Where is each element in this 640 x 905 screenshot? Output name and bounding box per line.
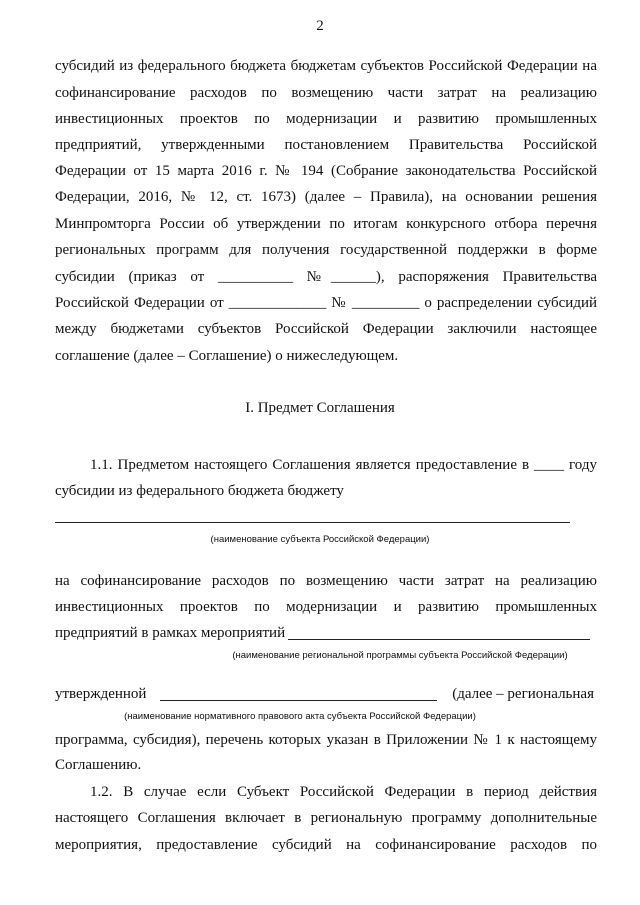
caption-subject: (наименование субъекта Российской Федерации) bbox=[210, 534, 430, 545]
clause-1-1-line: на софинансирование расходов по возмещению части затрат на реализацию bbox=[55, 573, 597, 589]
clause-1-2-line: 1.2. В случае если Субъект Российской Федерации в период действия bbox=[90, 784, 597, 800]
clause-1-1-line: предприятий в рамках мероприятий bbox=[55, 625, 286, 641]
text-line: соглашение (далее – Соглашение) о нижеследующем. bbox=[55, 348, 399, 364]
text-line: региональных программ для получения государственной поддержки в форме bbox=[55, 242, 597, 258]
caption-program: (наименование региональной программы субъекта Российской Федерации) bbox=[232, 650, 568, 661]
text-line: субсидий из федерального бюджета бюджетам субъектов Российской Федерации на bbox=[55, 58, 597, 74]
text-line: предприятий, утвержденными постановлением Правительства Российской bbox=[55, 137, 597, 153]
clause-1-2-line: мероприятия, предоставление субсидий на софинансирование расходов по bbox=[55, 837, 597, 853]
clause-1-1-line: инвестиционных проектов по модернизации и развитию промышленных bbox=[55, 599, 597, 615]
caption-act: (наименование нормативного правового акта субъекта Российской Федерации) bbox=[124, 711, 476, 722]
fill-in-line-program bbox=[288, 639, 590, 640]
text-line: Федерации от 15 марта 2016 г. № 194 (Собрание законодательства Российской bbox=[55, 163, 597, 179]
text-line: Федерации, 2016, № 12, ст. 1673) (далее – Правила), на основании решения bbox=[55, 189, 597, 205]
page-number: 2 bbox=[316, 18, 324, 34]
text-line: субсидии (приказ от __________ №______), распоряжения Правительства bbox=[55, 269, 597, 285]
section-title: I. Предмет Соглашения bbox=[245, 400, 395, 416]
clause-1-1-line: утвержденной bbox=[55, 686, 147, 702]
text-line: инвестиционных проектов по модернизации и развитию промышленных bbox=[55, 111, 597, 127]
clause-1-1-line: 1.1. Предметом настоящего Соглашения является предоставление в ____ году bbox=[90, 457, 597, 473]
text-line: Российской Федерации от _____________ № _________ о распределении субсидий bbox=[55, 295, 597, 311]
clause-1-2-line: настоящего Соглашения включает в региональную программу дополнительные bbox=[55, 810, 597, 826]
fill-in-line-subject bbox=[55, 522, 570, 523]
text-line: Минпромторга России об утверждении по итогам конкурсного отбора перечня bbox=[55, 216, 597, 232]
text-line: между бюджетами субъектов Российской Федерации заключили настоящее bbox=[55, 321, 597, 337]
text-line: софинансирование расходов по возмещению части затрат на реализацию bbox=[55, 85, 597, 101]
clause-1-1-line: программа, субсидия), перечень которых указан в Приложении № 1 к настоящему bbox=[55, 732, 597, 748]
fill-in-line-act bbox=[160, 700, 437, 701]
clause-1-1-line: (далее – региональная bbox=[452, 686, 594, 702]
clause-1-1-line: субсидии из федерального бюджета бюджету bbox=[55, 483, 344, 499]
clause-1-1-line: Соглашению. bbox=[55, 757, 142, 773]
